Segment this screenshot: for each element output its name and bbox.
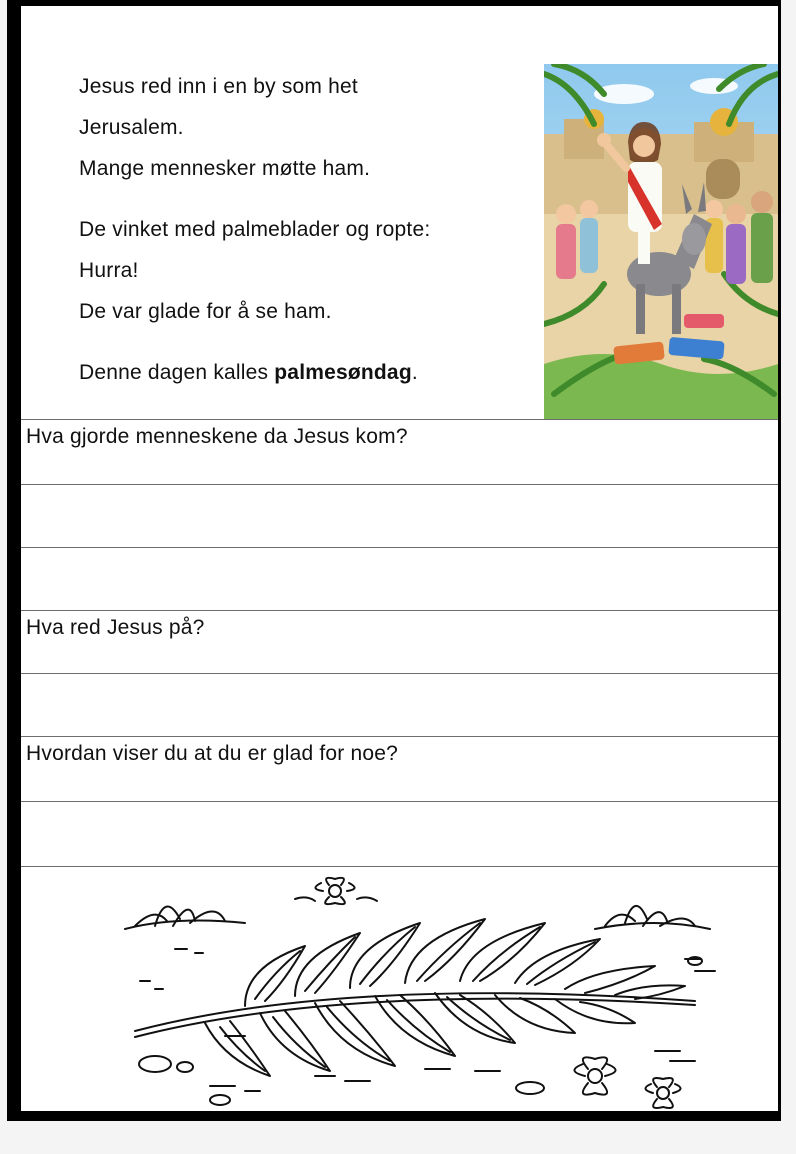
- story-text: [79, 66, 519, 393]
- palm-leaf-coloring-icon: [95, 871, 735, 1109]
- answer-line[interactable]: [21, 801, 778, 866]
- question-3: Hvordan viser du at du er glad for noe?: [26, 742, 399, 765]
- story-line: Hurra!: [79, 259, 139, 282]
- answer-line[interactable]: [21, 547, 778, 610]
- story-line: De vinket med palmeblader og ropte:: [79, 218, 431, 241]
- answer-line[interactable]: [21, 484, 778, 547]
- story-line: Jesus red inn i en by som het: [79, 75, 358, 98]
- worksheet-frame: [7, 0, 781, 1121]
- answer-line: [21, 866, 778, 867]
- worksheet-page: [21, 6, 778, 1111]
- story-line: De var glade for å se ham.: [79, 300, 332, 323]
- story-line: Mange mennesker møtte ham.: [79, 157, 371, 180]
- question-2: Hva red Jesus på?: [26, 616, 205, 639]
- jesus-on-donkey-illustration: [544, 64, 778, 419]
- palm-sunday-term: palmesøndag: [274, 361, 412, 384]
- question-row: [21, 610, 778, 673]
- question-row: [21, 419, 778, 484]
- answer-line[interactable]: [21, 673, 778, 736]
- question-1: Hva gjorde menneskene da Jesus kom?: [26, 425, 408, 448]
- story-line: Jerusalem.: [79, 116, 184, 139]
- story-line: Denne dagen kalles palmesøndag.: [79, 361, 418, 384]
- question-row: [21, 736, 778, 801]
